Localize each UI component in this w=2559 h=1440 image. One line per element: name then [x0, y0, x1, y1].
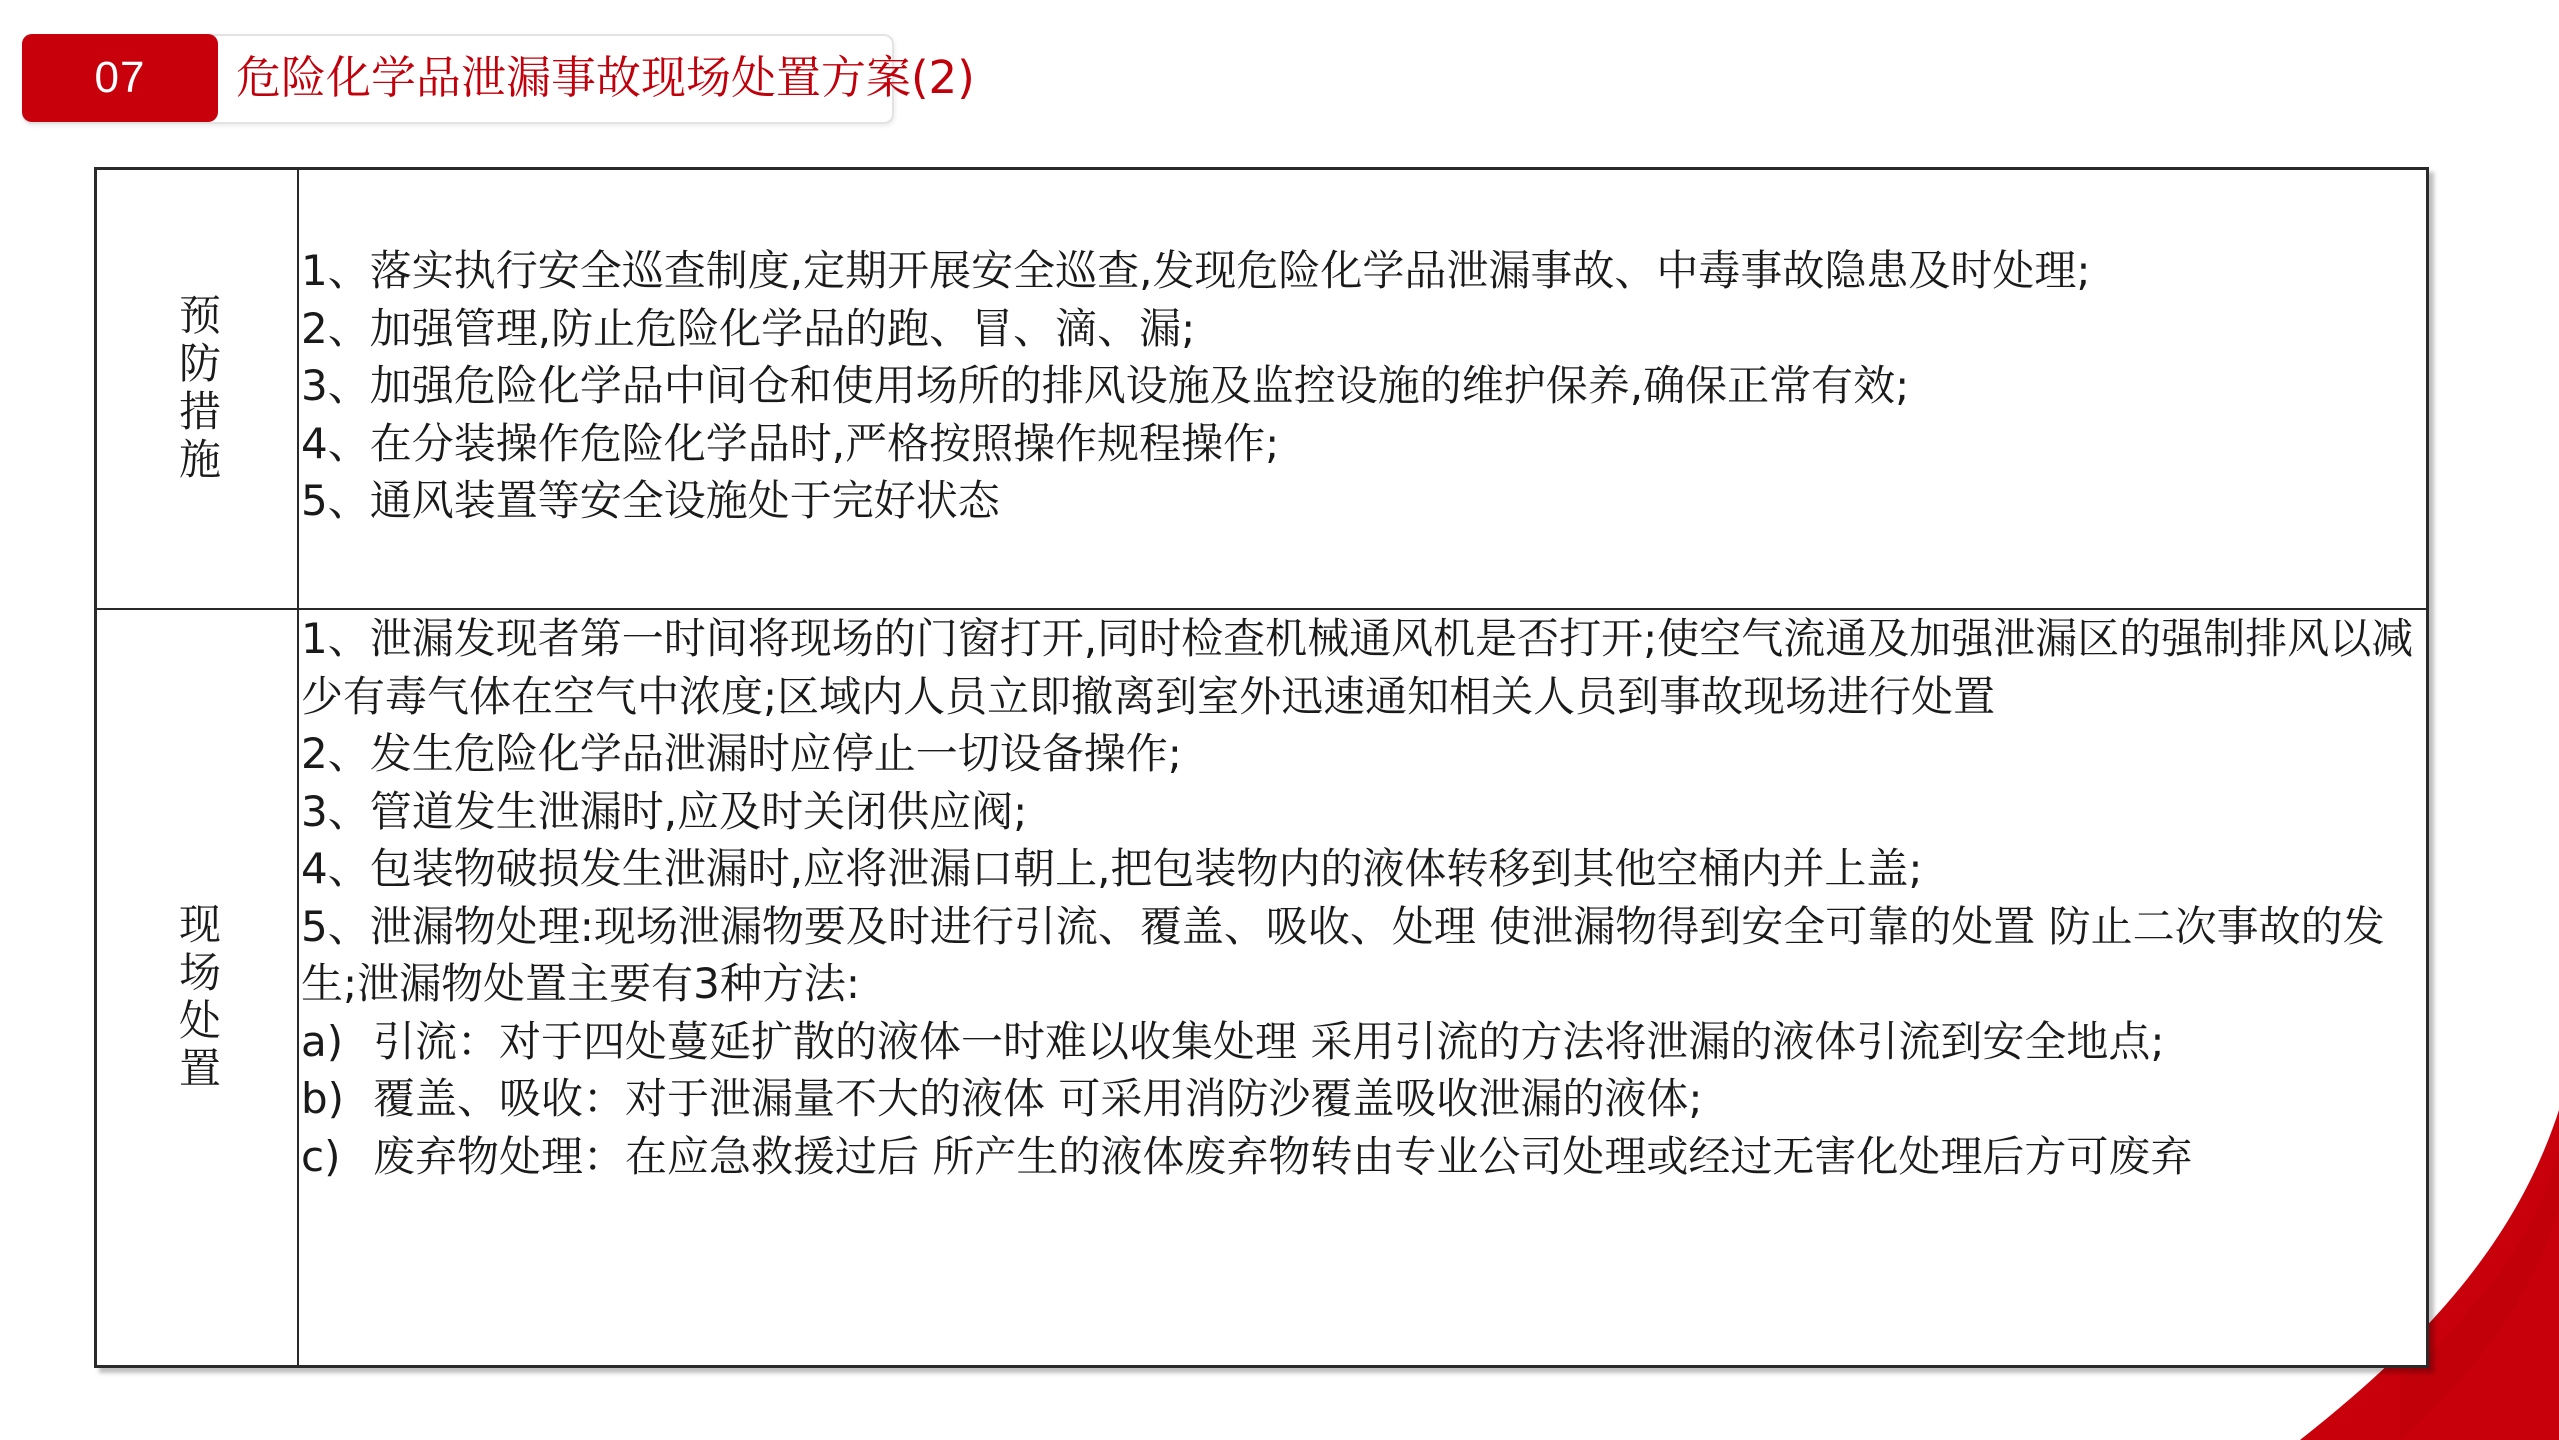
- prevention-item: 3、加强危险化学品中间仓和使用场所的排风设施及监控设施的维护保养,确保正常有效;: [301, 361, 1910, 410]
- handling-item: 3、管道发生泄漏时,应及时关闭供应阀;: [301, 786, 1028, 836]
- handling-item: 5、泄漏物处理:现场泄漏物要及时进行引流、覆盖、吸收、处理 使泄漏物得到安全可靠的处置 防止二次事故的发生;泄漏物处置主要有3种方法:: [301, 901, 2385, 1008]
- handling-content-cell: [299, 610, 2426, 1365]
- method-marker: a): [301, 1016, 344, 1066]
- method-text: 引流：对于四处蔓延扩散的液体一时难以收集处理 采用引流的方法将泄漏的液体引流到安全地点;: [373, 1016, 2165, 1066]
- method-marker: b): [301, 1074, 345, 1123]
- prevention-item: 5、通风装置等安全设施处于完好状态: [301, 476, 1000, 525]
- section-number-badge: 07: [22, 34, 218, 122]
- method-text: 覆盖、吸收：对于泄漏量不大的液体 可采用消防沙覆盖吸收泄漏的液体;: [373, 1074, 1703, 1123]
- prevention-item: 1、落实执行安全巡查制度,定期开展安全巡查,发现危险化学品泄漏事故、中毒事故隐患及时处理;: [301, 246, 2091, 295]
- prevention-content-cell: [299, 170, 2426, 608]
- handling-item: 2、发生危险化学品泄漏时应停止一切设备操作;: [301, 729, 1182, 778]
- prevention-label-cell: [97, 170, 299, 608]
- method-item: [301, 1070, 2420, 1128]
- method-item: [301, 1013, 2420, 1071]
- handling-label: 现场处置: [173, 901, 222, 1094]
- prevention-item: 4、在分装操作危险化学品时,严格按照操作规程操作;: [301, 418, 1280, 468]
- method-text: 废弃物处理：在应急救援过后 所产生的液体废弃物转由专业公司处理或经过无害化处理后方可废弃: [373, 1131, 2193, 1181]
- prevention-row: [97, 170, 2426, 610]
- prevention-label: 预防措施: [173, 293, 222, 485]
- method-marker: c): [301, 1131, 341, 1181]
- prevention-item: 2、加强管理,防止危险化学品的跑、冒、滴、漏;: [301, 303, 1196, 353]
- handling-row: [97, 610, 2426, 1365]
- handling-item: 4、包装物破损发生泄漏时,应将泄漏口朝上,把包装物内的液体转移到其他空桶内并上盖;: [301, 844, 1923, 893]
- method-item: [301, 1128, 2420, 1186]
- handling-label-cell: [97, 610, 299, 1365]
- page-title: 危险化学品泄漏事故现场处置方案(2): [236, 51, 975, 104]
- handling-item: 1、泄漏发现者第一时间将现场的门窗打开,同时检查机械通风机是否打开;使空气流通及加强泄漏区的强制排风以减少有毒气体在空气中浓度;区域内人员立即撤离到室外迅速通知相关人员到事故现场进行处置: [301, 614, 2414, 721]
- disposal-plan-table: [94, 167, 2429, 1368]
